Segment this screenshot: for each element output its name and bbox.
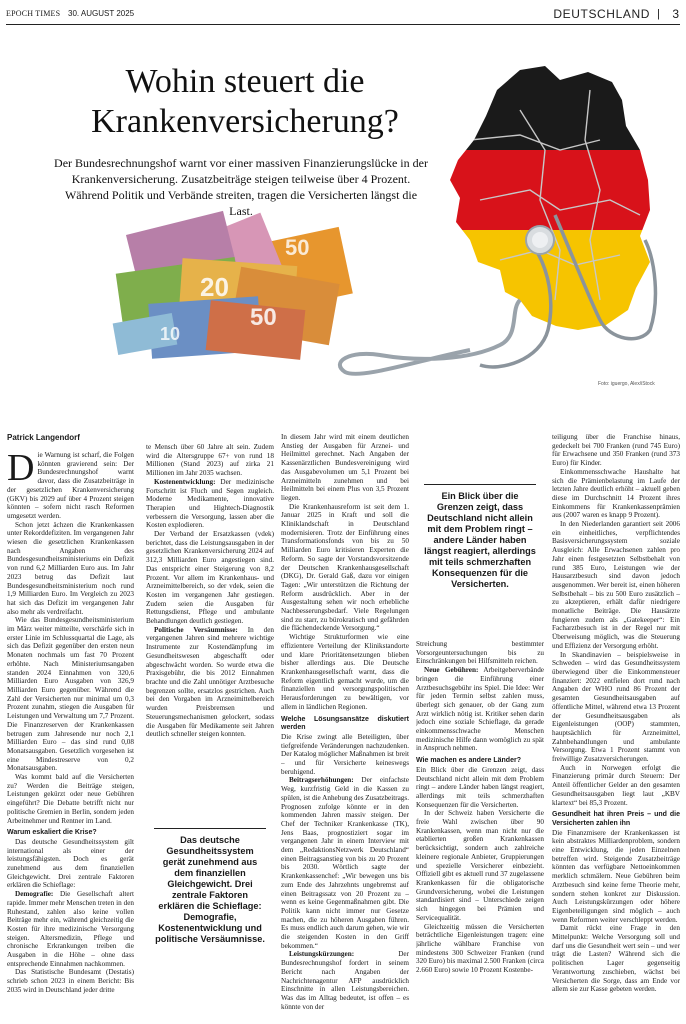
paragraph: Die Finanzmisere der Krankenkassen ist kein abstraktes Milliardenproblem, sondern eine Entwicklung, die jeden Einzelnen betreffen wird. Steigende Zusatzbeiträge könnten das verfügbare Nettoeinkommen merklich schmälern. Neue Gebühren beim Arztbesuch sind keine ferne Theorie mehr, sondern stehen konkret zur Diskussion. Auch Leistungskürzungen oder höhere Eigenbeteiligungen sind möglich – auch wenn Reformen weiter verschleppt werden. xyxy=(552,828,680,924)
paragraph: Ein Blick über die Grenzen zeigt, dass Deutschland nicht allein mit dem Problem ringt – andere Länder haben längst reagiert, allerdings mit teils schmerzhaften Konsequenzen für die Versicherten. xyxy=(416,765,544,809)
subheading: Wie machen es andere Länder? xyxy=(416,757,521,765)
text-column-4 xyxy=(416,640,544,1023)
paragraph: In der Schweiz haben Versicherte die freie Wahl zwischen über 90 Krankenkassen, wenn man nicht nur die etablierten großen Krankenkassen berücksichtigt, sondern auch zahlreiche kleinere regionale Anbieter, Gruppierungen und spezielle Versicherer einbezieht. Offiziell gibt es aktuell rund 37 zugelassene Krankenkassen für die obligatorische Grundversicherung, wobei die Leistungen standardisiert sind – Unterschiede zeigen sich hingegen bei Prämien und Servicequalität. xyxy=(416,809,544,922)
paragraph: Auch in Norwegen erfolgt die Finanzierung primär durch Steuern: Der Anteil öffentlicher Gelder an den gesamten Gesundheitsausgaben liegt laut „KBV klartext“ bei 85,3 Prozent. xyxy=(552,763,680,807)
keyword: Neue Gebühren: xyxy=(424,666,479,675)
paragraph: Damit rückt eine Frage in den Mittelpunkt: Welche Versorgung soll und darf uns die Gesundheit wert sein – und wer trägt die Lasten? Während sich die politischen Lager gegenseitig Verantwortung zuschieben, wächst bei Versicherten die Sorge, dass am Ende vor allem sie zur Kasse gebeten werden. xyxy=(552,924,680,994)
paragraph: Der medizinische Fortschritt ist Fluch und Segen zugleich. Moderne Medikamente, innovative Therapien und Hightech-Diagnostik verbessern die Versorgung, lassen aber die Kosten explodieren. xyxy=(146,477,274,530)
publication-name: EPOCH TIMES xyxy=(6,9,61,18)
header-separator: | xyxy=(657,8,660,20)
author-byline: Patrick Langendorf xyxy=(7,433,80,442)
paragraph: Der Verband der Ersatzkassen (vdek) berichtet, dass die Leistungsausgaben in der gesetzlichen Krankenversicherung 2024 auf 312,3 Milliarden Euro angestiegen sind. Das entspricht einer Steigerung von 8,2 Prozent. Vor allem im Krankenhaus- und Arzneimittelbereich, so der vdek, seien die Kosten im vergangenen Jahr gestiegen. Zudem seien die Ausgaben für Rettungsdienst, Pflege und ambulante Behandlungen deutlich gestiegen. xyxy=(146,530,274,626)
paragraph: Gleichzeitig müssen die Versicherten beträchtliche Eigenleistungen tragen: eine jährliche wählbare Franchise von mindestens 300 Schweizer Franken (rund 320 Euro) bis maximal 2.500 Franken (circa 2.660 Euro) sowie 10 Prozent Kostenbe- xyxy=(416,922,544,975)
paragraph: Der einfachste Weg, kurzfristig Geld in die Kassen zu spülen, ist die Anhebung des Zusatzbeitrags. Prognosen zufolge könnte er in den kommenden Jahren massiv steigen. Der Chef der Techniker Krankenkasse (TK), Jens Baas, prognostiziert sogar im vergangenen Jahr in einem Interview mit dem „RedaktionsNetzwerk Deutschland“ einen Beitragsanstieg von bis zu 20 Prozent bis 2030. Wörtlich sagte der Krankenkassenchef: „Wir bewegen uns bis zum Ende des Jahrzehnts ungebremst auf einen Beitragssatz von 20 Prozent zu – wenn es keine Gegenmaßnahmen gibt. Die Politik kann nicht immer nur Gesetze machen, die zu höheren Ausgaben führen. Es muss endlich auch darum gehen, wie wir die steigenden Kosten in den Griff bekommen.“ xyxy=(281,776,409,950)
keyword: Leistungskürzungen: xyxy=(289,950,355,959)
paragraph: te Mensch über 60 Jahre alt sein. Zudem wird die Altersgruppe 67+ von rund 18 Millionen (Stand 2023) auf zirka 21 Millionen im Jahr 2035 wachsen. xyxy=(146,443,274,478)
svg-text:50: 50 xyxy=(250,304,277,331)
paragraph: Die Gesellschaft altert rapide. Immer mehr Menschen treten in den Ruhestand, zahlen also keine vollen Beiträge mehr ein, während gleichzeitig die Kosten für ihre medizinische Versorgung steigen. Altersmedizin, Pflege und chronische Erkrankungen treiben die Ausgaben in die Höhe – ohne dass entsprechende Einnahmen nachkommen. xyxy=(7,890,134,968)
paragraph: In den Niederlanden garantiert seit 2006 ein einheitliches, verpflichtendes Basisversicherungssystem soziale Ausgleich: Alle Erwachsenen zahlen pro Jahr einen festgesetzten Selbstbehalt von rund 385 Euro, Leistungen wie der Hausarztbesuch sind davon jedoch ausgenommen. Wer bereit ist, einen höheren Selbstbehalt – bis zu 500 Euro zusätzlich – zu akzeptieren, erhält dafür niedrigere monatliche Beiträge. Die Hausärzte fungieren zudem als „Gatekeeper“: Ein Facharztbesuch ist in der Regel nur mit Überweisung möglich, was die Steuerung und Effizienz der Versorgung erhöht. xyxy=(552,520,680,650)
paragraph: ie Warnung ist scharf, die Folgen könnten gravierend sein: Der Bundesrechnungshof warnt davor, dass die Zusatzbeiträge in der gesetzlichen Krankenversicherung (GKV) bis 2029 auf über 4 Prozent steigen könnten – sofern nicht rasch Reformen umgesetzt werden. xyxy=(7,451,134,520)
text-column-5 xyxy=(552,433,680,1023)
svg-text:50: 50 xyxy=(285,235,310,260)
paragraph: Die Krankenhausreform ist seit dem 1. Januar 2025 in Kraft und soll die Kliniklandschaft in Deutschland modernisieren. Trotz der Einführung eines Transformationsfonds von bis zu 50 Milliarden Euro kritisieren Experten die Reform. So sagte der Vorstandsvorsitzende der Deutschen Krankenhausgesellschaft (DKG), Dr. Gerald Gaß, dazu vor einigen Tagen: „Wir unterstützen die Richtung der Reform ausdrücklich. Aber in der Ausgestaltung sehen wir noch erhebliche Nachbesserungsbedarf. Viele Regelungen sind zu starr, zu bürokratisch und gefährden die flächendeckende Versorgung.“ xyxy=(281,502,409,633)
text-column-1 xyxy=(7,451,134,1023)
paragraph: Streichung bestimmter Vorsorgeuntersuchungen bis zu Einschränkungen bei Hilfsmitteln reichen. xyxy=(416,640,544,666)
paragraph: In den vergangenen Jahren sind mehrere wichtige Instrumente zur Kostendämpfung im Gesundheitswesen abgeschafft oder abgeschwächt worden. So wurde etwa die Praxisgebühr, die bis 2012 Einnahmen brachte und die Zahl unnötiger Arztbesuche begrenzen sollte, ersatzlos gestrichen. Auch bei den Vorgaben im Arzneimittelbereich wurden Preisbremsen und Steuerungsmechanismen gelockert, sodass die Ausgaben für Medikamente seit Jahren deutlich schneller steigen konnten. xyxy=(146,625,274,739)
paragraph: Was kommt bald auf die Versicherten zu? Werden die Beiträge steigen, Leistungen gekürzt oder neue Gebühren eingeführt? Die Debatte betrifft nicht nur politische Gremien in Berlin, sondern jeden Arbeitnehmer und Rentner im Land. xyxy=(7,773,134,825)
quote-text: Das deutsche Gesundheitssystem gerät zunehmend aus dem finanziellen Gleichgewicht. Drei zentrale Faktoren erklären die Schieflage: Demografie, Kostenentwicklung und politische Versäumnisse. xyxy=(155,835,265,944)
paragraph: Die Krise zwingt alle Beteiligten, über tiefgreifende Veränderungen nachzudenken. Der Katalog möglicher Maßnahmen ist breit – und für Versicherte keineswegs beruhigend. xyxy=(281,732,409,776)
paragraph: Arbeitgeberverbände bringen die Einführung einer Arztbesuchsgebühr ins Spiel. Die Idee: Wer für jeden Termin selbst zahlen muss, überlegt sich genauer, ob der Gang zum Arzt wirklich nötig ist. Kritiker sehen darin jedoch eine soziale Schieflage, da gerade einkommensschwache Menschen medizinische Hilfe dann womöglich zu spät in Anspruch nehmen. xyxy=(416,666,544,753)
subheading: Warum eskaliert die Krise? xyxy=(7,829,97,837)
paragraph: Schon jetzt ächzen die Krankenkassen unter Rekorddefiziten. Im vergangenen Jahr wiesen die gesetzlichen Krankenkassen nach Angaben des Bundesgesundheitsministeriums ein Defizit von rund 6,2 Milliarden Euro aus. Im Jahr 2023 betrug das Defizit laut Bundesgesundheitsministerium noch rund 1,9 Milliarden Euro. Im Vergleich zu 2023 hat sich das Defizit im vergangenen Jahr also mehr als verdreifacht. xyxy=(7,520,134,616)
pull-quote-2 xyxy=(424,484,536,590)
quote-rule xyxy=(424,484,536,485)
quote-text: Ein Blick über die Grenzen zeigt, dass Deutschland nicht allein mit dem Problem ringt – andere Länder haben längst reagiert, allerdings mit teils schmerzhaften Konsequenzen für die Versicherten. xyxy=(424,491,536,589)
title-line-2: Krankenversicherung? xyxy=(91,103,399,140)
text-column-3 xyxy=(281,433,409,1023)
pull-quote-1 xyxy=(154,828,266,945)
paragraph: Einkommensschwache Haushalte hat sich die Prämienbelastung im Laufe der letzten Jahre deutlich erhöht – aktuell geben diese im Durchschnitt 14 Prozent ihres Einkommens für Krankenkassenprämien aus (2007 waren es knapp 9 Prozent). xyxy=(552,467,680,520)
quote-rule xyxy=(154,828,266,829)
svg-text:20: 20 xyxy=(200,272,229,302)
paragraph: teiligung über die Franchise hinaus, gedeckelt bei 700 Franken (rund 745 Euro) für Erwachsene und 350 Franken (rund 373 Euro) für Kinder. xyxy=(552,433,680,468)
article-title xyxy=(60,62,430,142)
drop-cap: D xyxy=(7,451,35,489)
keyword: Politische Versäumnisse: xyxy=(154,625,238,634)
paragraph: In diesem Jahr wird mit einem deutlichen Anstieg der Ausgaben für Arznei- und Heilmittel gerechnet. Nach Angaben der Kassenärztlichen Bundesvereinigung wird das Ausgabevolumen um 5,1 Prozent bei Arzneimitteln zunehmen und bei Heilmitteln bei einem Plus von 3,5 Prozent liegen. xyxy=(281,433,409,502)
article-lead: Der Bundesrechnungshof warnt vor einer massiven Finanzierungslücke in der Krankenversicherung. Zusatzbeiträge steigen teilweise über 4 Prozent. Während Politik und Verbände streiten, tragen die Versicherten längst die Last. xyxy=(54,156,428,218)
euro-banknotes xyxy=(113,211,353,360)
paragraph: In Skandinavien – beispielsweise in Schweden – wird das Gesundheitssystem überwiegend über die Einkommensteuer finanziert: 2022 entfielen dort rund nach Angaben der WHO rund 86 Prozent der gesamten Gesundheitsausgaben auf öffentliche Mittel, während etwa 13 Prozent der Gesundheitsausgaben als Eigenleistungen (OOP) stammten, hauptsächlich für Arzneimittel, Zahnbehandlungen und ambulante Versorgung. Etwa 1 Prozent stammt von freiwillige Zusatzversicherungen. xyxy=(552,650,680,764)
keyword: Kostenentwicklung: xyxy=(154,477,216,486)
paragraph: Wichtige Strukturformen wie eine effizientere Verteilung der Klinikstandorte und klare Prioritätensetzungen blieben bisher allerdings aus. Die Deutsche Krankenhausgesellschaft warnt, dass die Reform eigentlich gemacht wurde, um die finanziellen und versorgungspolitischen Herausforderungen zu bewältigen, vor allem in ländlichen Regionen. xyxy=(281,633,409,711)
title-line-1: Wohin steuert die xyxy=(125,63,365,100)
section-label: DEUTSCHLAND xyxy=(553,7,650,21)
keyword: Beitragserhöhungen: xyxy=(289,776,354,785)
page-number: 3 xyxy=(672,7,679,21)
keyword: Demografie: xyxy=(15,890,54,899)
subheading: Welche Lösungsansätze diskutiert werden xyxy=(281,715,409,732)
issue-date: 30. AUGUST 2025 xyxy=(68,9,135,18)
subheading: Gesundheit hat ihren Preis – und die Versicherten zahlen ihn xyxy=(552,811,680,827)
photo-credit: Foto: iguergo, Alex/iStock xyxy=(598,381,655,387)
paragraph: Der Bundesrechnungshof fordert in seinem Bericht nach Angaben der Nachrichtenagentur AFP ausdrücklich Einschnitte in allen Leistungsbereichen. Was das im Alltag bedeutet, ist offen – es könnte von der xyxy=(281,950,409,1011)
paragraph: Das deutsche Gesundheitssystem gilt international als einer der leistungsfähigsten. Doch es gerät zunehmend aus dem finanziellen Gleichgewicht. Drei zentrale Faktoren erklären die Schieflage: xyxy=(7,837,134,890)
svg-text:10: 10 xyxy=(160,324,181,344)
paragraph: Das Statistische Bundesamt (Destatis) schrieb schon 2023 in einem Bericht: Bis 2035 wird in Deutschland jeder dritte xyxy=(7,968,134,994)
paragraph: Wie das Bundesgesundheitsministerium im März weiter mitteilte, verschärfe sich in erster Linie im Schlussquartal die Lage, als sich das Defizit gegenüber den ersten neun Monaten nochmals um fast 70 Prozent erhöhte. Nach Ministeriumsangaben standen 2024 Einnahmen von 320,6 Milliarden Euro Ausgaben von 326,9 Milliarden Euro gegenüber. Während die Zahl der Versicherten nur minimal um 0,3 Prozent zunahm, stiegen die Ausgaben für Leistungen und Verwaltung um 7,7 Prozent. Die Finanzreserven der Krankenkassen betrugen zum Jahresende nur noch 2,1 Milliarden Euro – das sind rund 0,08 Monatsausgaben. Gesetzlich vorgesehen ist eine Mindestreserve von 0,2 Monatsausgaben. xyxy=(7,616,134,773)
text-column-2 xyxy=(146,443,274,833)
